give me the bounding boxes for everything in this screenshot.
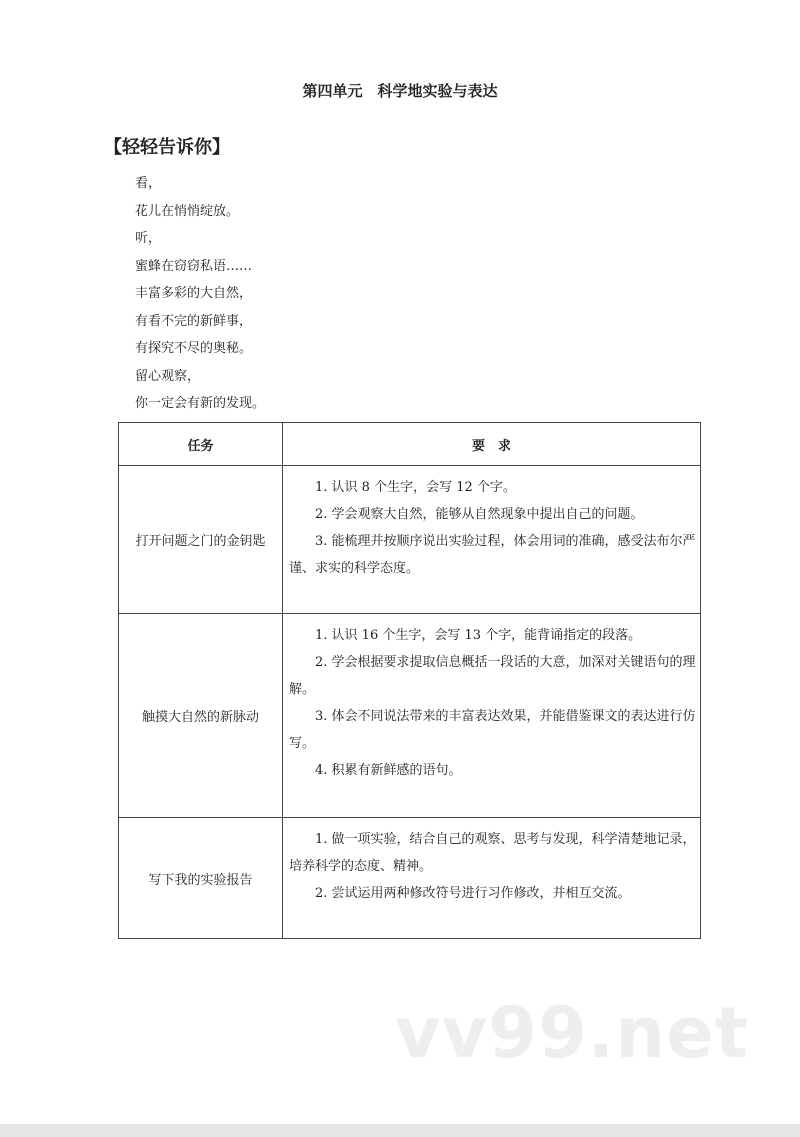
section-heading: 【轻轻告诉你】 xyxy=(104,137,230,158)
poem-line: 有看不完的新鲜事， xyxy=(135,313,253,329)
table-row xyxy=(119,818,701,939)
table-header-row xyxy=(119,423,701,466)
requirement: 4. 积累有新鲜感的语句。 xyxy=(315,763,462,778)
poem-line: 蜜蜂在窃窃私语…… xyxy=(135,258,253,274)
poem xyxy=(135,170,265,418)
poem-line: 丰富多彩的大自然， xyxy=(135,286,253,301)
header-task: 任务 xyxy=(119,423,283,466)
page-bottom-edge xyxy=(0,1124,800,1137)
poem-line: 有探究不尽的奥秘。 xyxy=(135,341,253,356)
requirement: 3. 能梳理并按顺序说出实验过程，体会用词的准确，感受法布尔严谨、求实的科学态度。 xyxy=(289,534,696,576)
poem-line: 看， xyxy=(135,176,162,191)
poem-line: 听， xyxy=(135,231,162,246)
requirement: 3. 体会不同说法带来的丰富表达效果，并能借鉴课文的表达进行仿写。 xyxy=(289,709,696,751)
page-title: 第四单元 科学地实验与表达 xyxy=(302,82,498,100)
poem-line: 花儿在悄悄绽放。 xyxy=(135,203,240,219)
requirements-cell xyxy=(283,818,701,939)
requirements-cell xyxy=(283,466,701,614)
task-cell: 写下我的实验报告 xyxy=(119,818,283,939)
requirement: 1. 认识 8 个生字，会写 12 个字。 xyxy=(315,480,516,495)
poem-line: 你一定会有新的发现。 xyxy=(135,396,266,411)
requirement: 1. 做一项实验，结合自己的观察、思考与发现，科学清楚地记录，培养科学的态度、精神。 xyxy=(289,832,696,874)
task-cell: 触摸大自然的新脉动 xyxy=(119,614,283,818)
watermark: vv99.net xyxy=(395,992,750,1074)
task-cell: 打开问题之门的金钥匙 xyxy=(119,466,283,614)
requirement: 2. 学会根据要求提取信息概括一段话的大意，加深对关键语句的理解。 xyxy=(289,655,696,697)
requirement: 2. 尝试运用两种修改符号进行习作修改，并相互交流。 xyxy=(315,886,631,901)
header-requirements: 要 求 xyxy=(283,423,701,466)
table-row xyxy=(119,614,701,818)
table-row xyxy=(119,466,701,614)
requirement: 1. 认识 16 个生字，会写 13 个字，能背诵指定的段落。 xyxy=(315,628,642,643)
poem-line: 留心观察， xyxy=(135,368,201,384)
task-table xyxy=(118,422,701,939)
requirements-cell xyxy=(283,614,701,818)
requirement: 2. 学会观察大自然，能够从自然现象中提出自己的问题。 xyxy=(315,507,644,522)
